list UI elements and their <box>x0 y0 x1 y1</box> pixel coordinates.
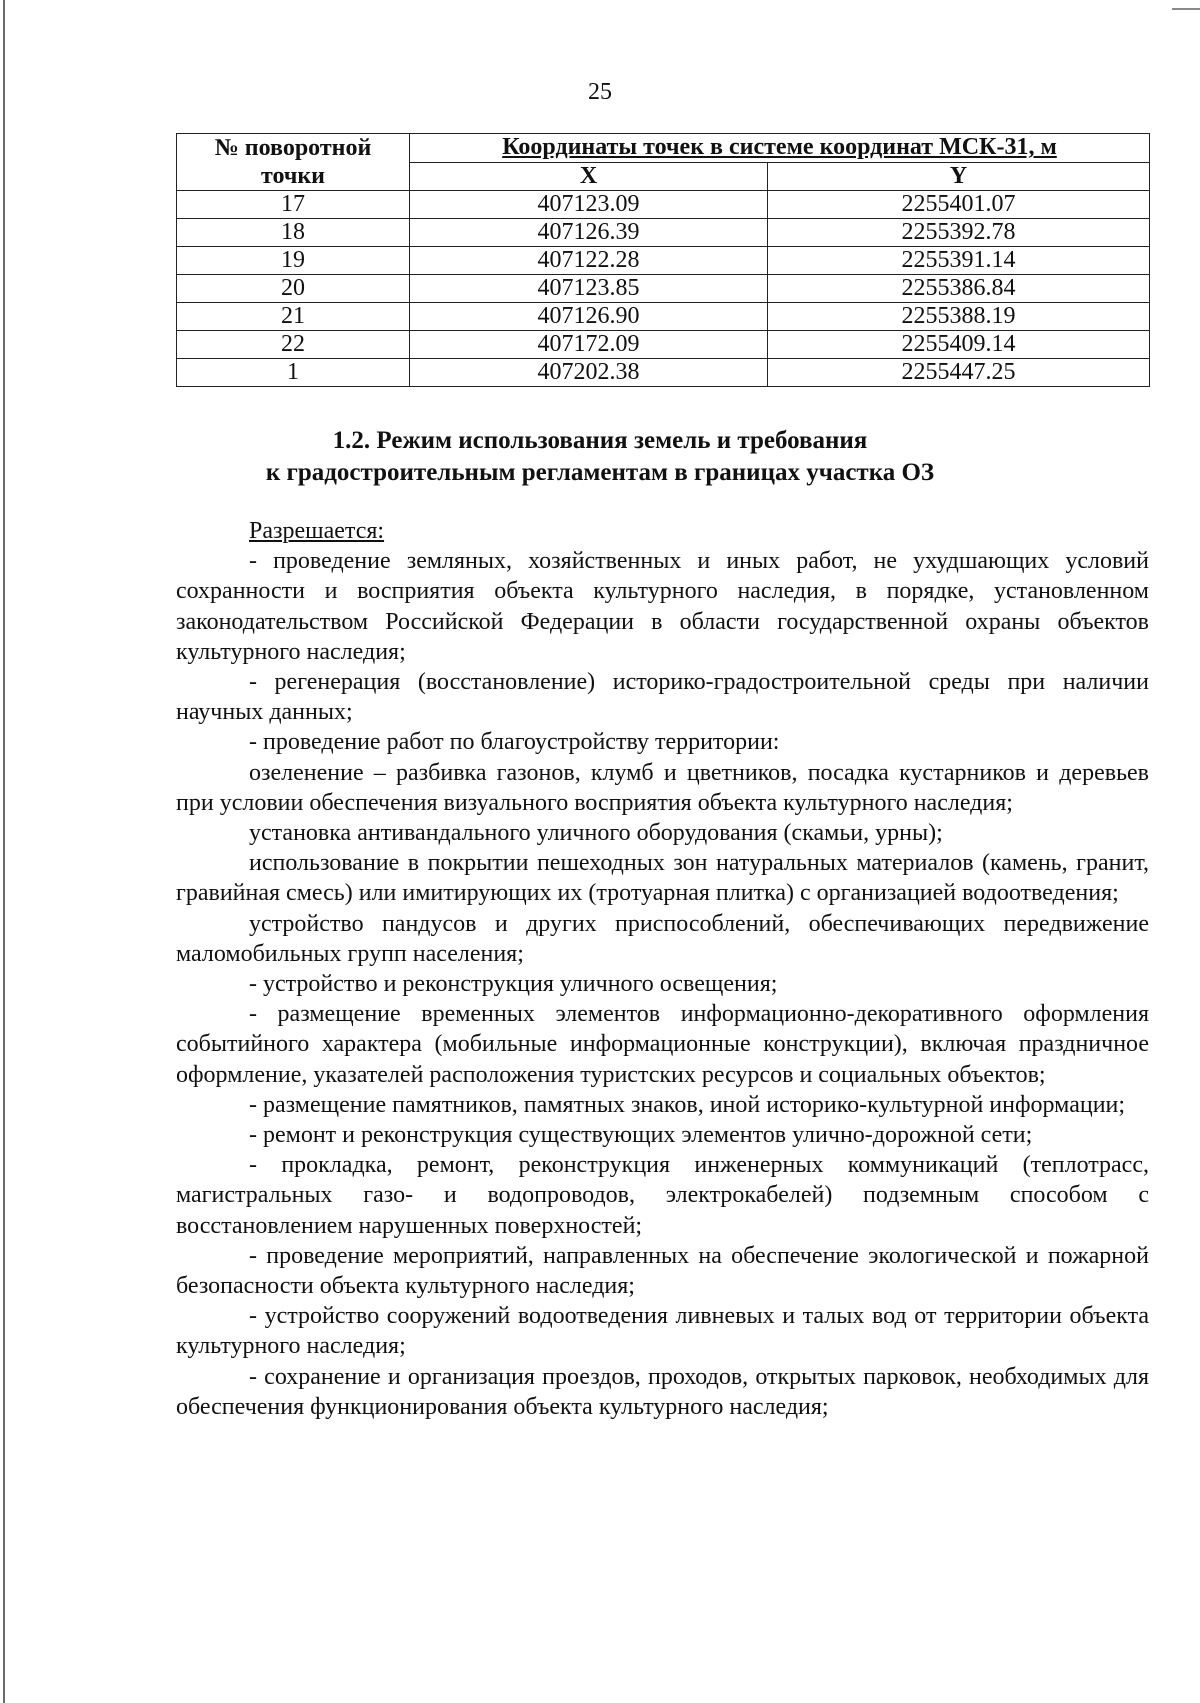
coordinates-table <box>176 133 1150 387</box>
scan-mark <box>1172 8 1200 10</box>
paragraph: использование в покрытии пешеходных зон натуральных материалов (камень, гранит, гравийная смесь) или имитирующих их (тротуарная плитка) с организацией водоотведения; <box>176 850 1149 907</box>
table-row <box>177 331 1150 359</box>
cell-y: 2255392.78 <box>768 219 1150 247</box>
table-row <box>177 191 1150 219</box>
paragraph: - регенерация (восстановление) историко-градостроительной среды при наличии научных данных; <box>176 669 1149 726</box>
cell-point: 21 <box>177 303 410 331</box>
cell-y: 2255409.14 <box>768 331 1150 359</box>
header-x: X <box>410 162 768 191</box>
paragraph: установка антивандального уличного оборудования (скамьи, урны); <box>249 820 943 847</box>
cell-x: 407123.85 <box>410 275 768 303</box>
header-point-number <box>177 134 410 191</box>
cell-x: 407126.90 <box>410 303 768 331</box>
cell-point: 18 <box>177 219 410 247</box>
cell-y: 2255447.25 <box>768 359 1150 387</box>
cell-y: 2255386.84 <box>768 275 1150 303</box>
paragraph: - размещение памятников, памятных знаков, иной историко-культурной информации; <box>249 1091 1126 1118</box>
cell-point: 17 <box>177 191 410 219</box>
paragraph: озеленение – разбивка газонов, клумб и цветников, посадка кустарников и деревьев при условии обеспечения визуального восприятия объекта культурного наследия; <box>176 759 1149 816</box>
cell-y: 2255391.14 <box>768 247 1150 275</box>
paragraph: - проведение мероприятий, направленных на обеспечение экологической и пожарной безопасности объекта культурного наследия; <box>176 1242 1149 1300</box>
cell-x: 407123.09 <box>410 191 768 219</box>
cell-x: 407202.38 <box>410 359 768 387</box>
section-title-line1: 1.2. Режим использования земель и требования <box>332 427 868 454</box>
cell-point: 1 <box>177 359 410 387</box>
table-row <box>177 219 1150 247</box>
paragraph: - проведение земляных, хозяйственных и иных работ, не ухудшающих условий сохранности и восприятия объекта культурного наследия, в порядке, установленном законодательством Российской Федерации в области государственной охраны объектов культурного наследия; <box>176 548 1149 665</box>
paragraph: - ремонт и реконструкция существующих элементов улично-дорожной сети; <box>249 1122 1033 1149</box>
cell-x: 407172.09 <box>410 331 768 359</box>
header-coordinates: Координаты точек в системе координат МСК-31, м <box>410 134 1150 163</box>
cell-x: 407126.39 <box>410 219 768 247</box>
paragraph: - размещение временных элементов информационно-декоративного оформления событийного характера (мобильные информационные конструкции), включая праздничное оформление, указателей расположения туристских ресурсов и социальных объектов; <box>176 1001 1149 1088</box>
paragraph: - устройство сооружений водоотведения ливневых и талых вод от территории объекта культурного наследия; <box>176 1303 1149 1360</box>
table-row <box>177 303 1150 331</box>
paragraph: - проведение работ по благоустройству территории: <box>249 729 780 756</box>
paragraph: - прокладка, ремонт, реконструкция инженерных коммуникаций (теплотрасс, магистральных газо- и водопроводов, электрокабелей) подземным способом с восстановлением нарушенных поверхностей; <box>176 1152 1149 1239</box>
cell-point: 20 <box>177 275 410 303</box>
table-row <box>177 359 1150 387</box>
section-title <box>0 425 1200 489</box>
page-number: 25 <box>588 79 612 105</box>
paragraph: - устройство и реконструкция уличного освещения; <box>249 971 778 998</box>
cell-y: 2255388.19 <box>768 303 1150 331</box>
table-row <box>177 275 1150 303</box>
lead-heading: Разрешается: <box>249 518 385 544</box>
header-point-line1: № поворотной <box>214 135 372 161</box>
table-header-row <box>177 134 1150 163</box>
section-body <box>176 516 1149 1422</box>
cell-point: 19 <box>177 247 410 275</box>
cell-y: 2255401.07 <box>768 191 1150 219</box>
paragraph: устройство пандусов и других приспособлений, обеспечивающих передвижение маломобильных групп населения; <box>176 910 1149 967</box>
header-point-line2: точки <box>260 163 326 189</box>
header-y: Y <box>768 162 1150 191</box>
paragraph: - сохранение и организация проездов, проходов, открытых парковок, необходимых для обеспечения функционирования объекта культурного наследия; <box>176 1363 1149 1420</box>
table-row <box>177 247 1150 275</box>
section-title-line2: к градостроительным регламентам в границах участка ОЗ <box>265 459 935 486</box>
cell-x: 407122.28 <box>410 247 768 275</box>
scan-left-edge <box>3 0 5 1703</box>
cell-point: 22 <box>177 331 410 359</box>
